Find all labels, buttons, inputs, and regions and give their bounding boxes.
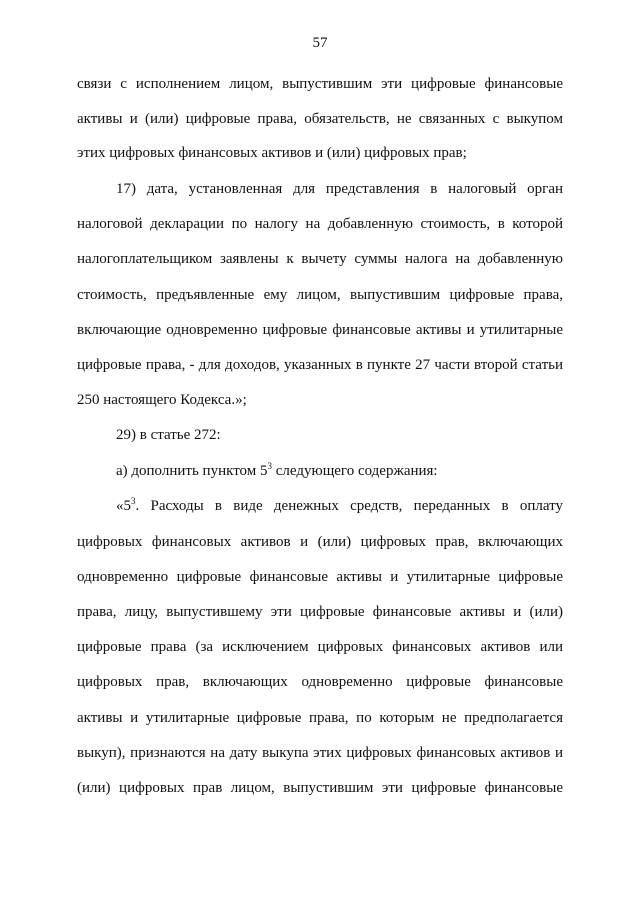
text-line: стоимость, предъявленные ему лицом, выпустившим цифровые права,: [77, 287, 563, 303]
text-line: активы и (или) цифровые права, обязательств, не связанных с выкупом: [77, 111, 563, 127]
text-line: цифровых прав, включающих одновременно цифровые финансовые: [77, 674, 563, 690]
text-line: (или) цифровых прав лицом, выпустившим эти цифровые финансовые: [77, 780, 563, 796]
text-line: включающие одновременно цифровые финансовые активы и утилитарные: [77, 322, 563, 338]
text-segment: «5: [116, 498, 131, 514]
paragraph-first-line: 29) в статье 272:: [116, 427, 221, 443]
text-segment: а) дополнить пунктом 5: [116, 463, 268, 479]
text-line: налоговой декларации по налогу на добавленную стоимость, в которой: [77, 216, 563, 232]
text-line: одновременно цифровые финансовые активы и утилитарные цифровые: [77, 569, 563, 585]
text-line: цифровые права (за исключением цифровых финансовых активов или: [77, 639, 563, 655]
page-number: 57: [312, 35, 328, 51]
superscript: 3: [131, 496, 136, 506]
text-line: этих цифровых финансовых активов и (или) цифровых прав;: [77, 145, 467, 161]
text-segment: следующего содержания:: [272, 463, 438, 479]
text-line: налогоплательщиком заявлены к вычету суммы налога на добавленную: [77, 251, 563, 267]
paragraph-first-line: [116, 461, 563, 481]
text-line: выкуп), признаются на дату выкупа этих цифровых финансовых активов и: [77, 745, 563, 761]
text-line: цифровые права, - для доходов, указанных в пункте 27 части второй статьи: [77, 357, 563, 373]
text-line: активы и утилитарные цифровые права, по которым не предполагается: [77, 710, 563, 726]
paragraph-first-line: 17) дата, установленная для представления в налоговый орган: [116, 181, 563, 197]
text-line: 250 настоящего Кодекса.»;: [77, 392, 247, 408]
text-segment: . Расходы в виде денежных средств, переданных в оплату: [135, 498, 563, 514]
text-line: цифровых финансовых активов и (или) цифровых прав, включающих: [77, 534, 563, 550]
superscript: 3: [267, 461, 273, 471]
text-line: права, лицу, выпустившему эти цифровые финансовые активы и (или): [77, 604, 563, 620]
text-line: связи с исполнением лицом, выпустившим эти цифровые финансовые: [77, 76, 563, 92]
paragraph-first-line: [116, 496, 563, 516]
